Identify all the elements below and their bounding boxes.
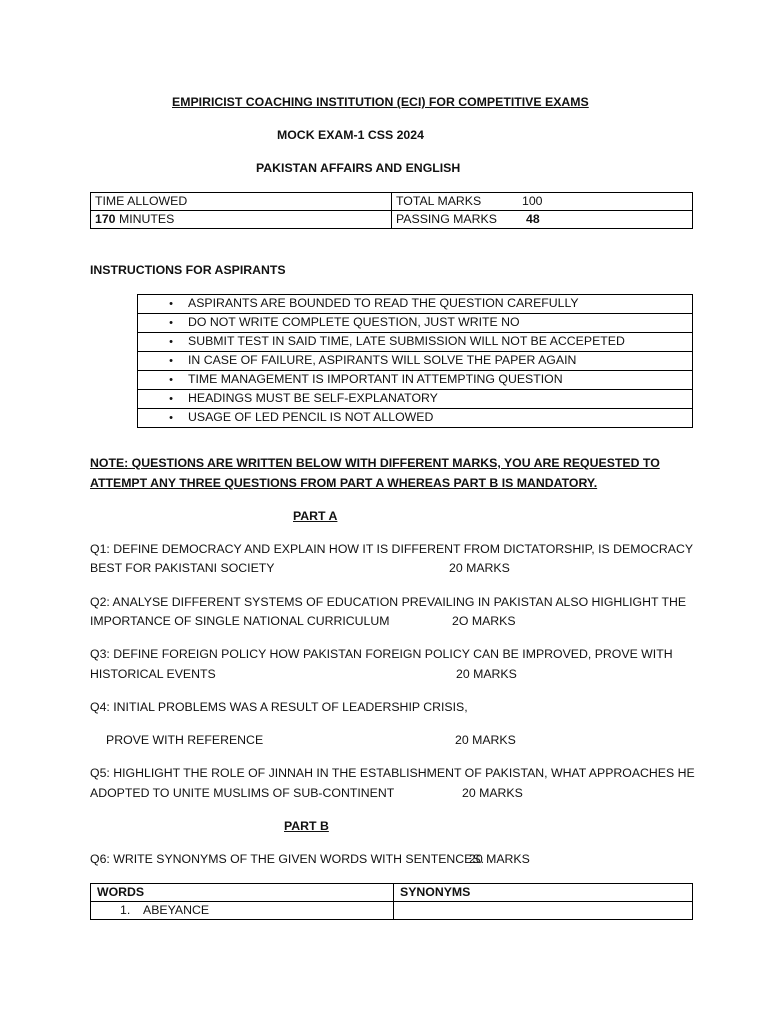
time-label-cell: TIME ALLOWED: [91, 193, 392, 211]
word-text: ABEYANCE: [143, 903, 210, 917]
q6-marks: 20 MARKS: [469, 852, 530, 866]
total-marks-value: 100: [522, 194, 543, 208]
instruction-text: TIME MANAGEMENT IS IMPORTANT IN ATTEMPTING QUESTION: [188, 372, 563, 386]
instruction-row: [138, 314, 693, 333]
q3-line-1: Q3: DEFINE FOREIGN POLICY HOW PAKISTAN FOREIGN POLICY CAN BE IMPROVED, PROVE WITH: [90, 647, 673, 661]
total-marks-label: TOTAL MARKS: [396, 194, 482, 208]
instruction-text: SUBMIT TEST IN SAID TIME, LATE SUBMISSION WILL NOT BE ACCEPETED: [188, 334, 625, 348]
total-marks-cell: [392, 193, 693, 211]
instruction-row: [138, 390, 693, 409]
exam-title: MOCK EXAM-1 CSS 2024: [277, 128, 424, 142]
instruction-text: HEADINGS MUST BE SELF-EXPLANATORY: [188, 391, 438, 405]
q2-line-1: Q2: ANALYSE DIFFERENT SYSTEMS OF EDUCATION PREVAILING IN PAKISTAN ALSO HIGHLIGHT THE: [90, 595, 687, 609]
part-a-heading: PART A: [293, 509, 338, 523]
instruction-text: DO NOT WRITE COMPLETE QUESTION, JUST WRITE NO: [188, 315, 520, 329]
synonyms-header-row: [91, 884, 693, 902]
q5-line-2: ADOPTED TO UNITE MUSLIMS OF SUB-CONTINENT: [90, 786, 395, 800]
q1-line-2: BEST FOR PAKISTANI SOCIETY: [90, 561, 275, 575]
info-row-2: [91, 211, 693, 229]
q5-marks: 20 MARKS: [462, 786, 523, 800]
synonym-cell: [394, 902, 693, 920]
institute-title: EMPIRICIST COACHING INSTITUTION (ECI) FOR COMPETITIVE EXAMS: [172, 95, 589, 109]
passing-marks-cell: [392, 211, 693, 229]
subject-title: PAKISTAN AFFAIRS AND ENGLISH: [256, 161, 461, 175]
instructions-heading: INSTRUCTIONS FOR ASPIRANTS: [90, 263, 286, 277]
bullet-icon: •: [169, 355, 173, 367]
instruction-row: [138, 333, 693, 352]
bullet-icon: •: [169, 374, 173, 386]
note-line-1: NOTE: QUESTIONS ARE WRITTEN BELOW WITH DIFFERENT MARKS, YOU ARE REQUESTED TO: [90, 456, 660, 470]
bullet-icon: •: [169, 298, 173, 310]
synonyms-row: [91, 902, 693, 920]
instruction-row: [138, 352, 693, 371]
q4-line-1: Q4: INITIAL PROBLEMS WAS A RESULT OF LEADERSHIP CRISIS,: [90, 700, 468, 714]
time-value-cell: [91, 211, 392, 229]
instruction-text: USAGE OF LED PENCIL IS NOT ALLOWED: [188, 410, 434, 424]
q3-marks: 20 MARKS: [456, 667, 517, 681]
q6-text: Q6: WRITE SYNONYMS OF THE GIVEN WORDS WITH SENTENCES.: [90, 852, 484, 866]
q1-line-1: Q1: DEFINE DEMOCRACY AND EXPLAIN HOW IT IS DIFFERENT FROM DICTATORSHIP, IS DEMOCRACY: [90, 542, 694, 556]
bullet-icon: •: [169, 393, 173, 405]
info-row-1: [91, 193, 693, 211]
passing-marks-label: PASSING MARKS: [396, 212, 497, 226]
info-table: [90, 192, 693, 229]
instruction-row: [138, 295, 693, 314]
word-cell: [91, 902, 394, 920]
q2-marks: 2O MARKS: [452, 614, 516, 628]
bullet-icon: •: [169, 336, 173, 348]
q1-marks: 20 MARKS: [449, 561, 510, 575]
synonyms-table: [90, 883, 693, 920]
q4-marks: 20 MARKS: [455, 733, 516, 747]
q5-line-1: Q5: HIGHLIGHT THE ROLE OF JINNAH IN THE ESTABLISHMENT OF PAKISTAN, WHAT APPROACHES HE: [90, 766, 695, 780]
synonyms-column-header: SYNONYMS: [394, 884, 693, 902]
instructions-table: [137, 294, 693, 428]
passing-marks-value: 48: [526, 212, 540, 226]
bullet-icon: •: [169, 412, 173, 424]
time-value-unit: MINUTES: [118, 212, 175, 226]
part-b-heading: PART B: [284, 819, 329, 833]
word-number: 1.: [120, 903, 131, 917]
q2-line-2: IMPORTANCE OF SINGLE NATIONAL CURRICULUM: [90, 614, 390, 628]
instruction-text: IN CASE OF FAILURE, ASPIRANTS WILL SOLVE THE PAPER AGAIN: [188, 353, 577, 367]
instruction-row: [138, 409, 693, 428]
note-line-2: ATTEMPT ANY THREE QUESTIONS FROM PART A WHEREAS PART B IS MANDATORY.: [90, 476, 598, 490]
instruction-text: ASPIRANTS ARE BOUNDED TO READ THE QUESTION CAREFULLY: [188, 296, 579, 310]
instruction-row: [138, 371, 693, 390]
bullet-icon: •: [169, 317, 173, 329]
time-value-number: 170: [95, 212, 116, 226]
q3-line-2: HISTORICAL EVENTS: [90, 667, 216, 681]
q4-line-2: PROVE WITH REFERENCE: [106, 733, 264, 747]
words-column-header: WORDS: [91, 884, 394, 902]
